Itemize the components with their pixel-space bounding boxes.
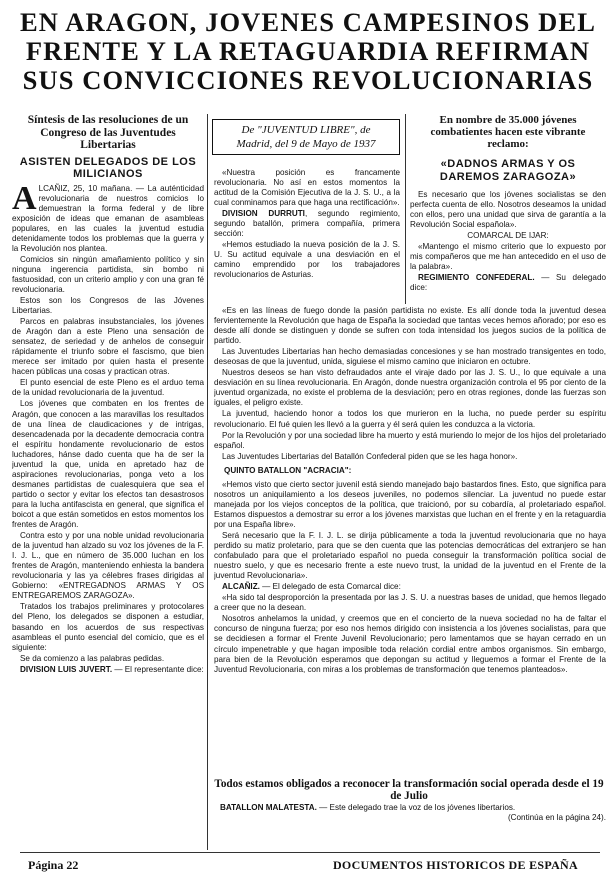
wide-p9-text: — El delegado de esta Comarcal dice:	[259, 582, 401, 592]
left-p6: Los jóvenes que combaten en los frentes de Aragón, que conocen a las maravillas los resultados de una línea de claudicaciones y de intrigas, desencadenada por la decadente democracia contra el espíritu hondamente revolucionario de estos luchadores, hánse dado cuenta que ha de ser la juventud la que, unida en apretado haz de aspiraciones revolucionarias, ponga veto a los desmanes partidistas de cualesquiera que sea el partido o sector y evitar los efectos tan desastrosos para la lucha antifascista en general, que significa el boicot a que están sometidos en estos momentos los frentes de Aragón.	[12, 399, 204, 530]
closing-title: Todos estamos obligados a reconocer la transformación social operada desde el 19 de Julio	[214, 778, 604, 802]
right-p2: COMARCAL DE IJAR:	[467, 231, 549, 241]
left-p10	[12, 665, 204, 675]
mid-p2	[214, 209, 400, 239]
middle-column	[214, 168, 400, 304]
wide-section-title: QUINTO BATALLON "ACRACIA":	[224, 465, 352, 475]
left-p5: El punto esencial de este Pleno es el arduo tema de la unidad revolucionaria de la juventud.	[12, 378, 204, 398]
left-p7: Contra esto y por una noble unidad revolucionaria de la juventud han alzado su voz los jóvenes de la F. I. J. L., que en número de 35.000 luchan en los frentes de Aragón, manteniendo enhiesta la bandera revolucionaria y las ya célebres frases dirigidas al Gobierno: «ENTREGADNOS ARMAS Y OS ENTREGAREMOS ZARAGOZA».	[12, 531, 204, 601]
closing-p1-text: — Este delegado trae la voz de los jóvenes libertarios.	[316, 803, 516, 812]
left-p4: Parcos en palabras insubstanciales, los jóvenes de Aragón dan a este Pleno una sensación de sensatez, de seriedad y de anhelos de conseguir rápidamente el triunfo sobre el fascismo, que bien merece ser imitado por quien hasta el presente hacen públicas una cosas y practican otras.	[12, 317, 204, 377]
right-p3: «Mantengo el mismo criterio que lo expuesto por mis compañeros que me han antecedido en el uso de la palabra».	[410, 242, 606, 272]
mid-p3: «Hemos estudiado la nueva posición de la J. S. U. Su actitud equivale a una desviación en el camino emprendido por los trabajadores revolucionarios de Asturias.	[214, 240, 400, 280]
left-p10-lead: DIVISION LUIS JUVERT.	[20, 664, 113, 674]
column-rule-left	[207, 114, 208, 850]
headline-line-2: FRENTE Y LA RETAGUARDIA REFIRMAN	[25, 36, 591, 66]
column-rule-right	[405, 114, 406, 304]
headline-line-3: SUS CONVICCIONES REVOLUCIONARIAS	[22, 65, 594, 95]
page-number: Página 22	[28, 858, 79, 872]
wide-p9	[214, 582, 606, 592]
wide-p4: La juventud, haciendo honor a todos los que murieron en la lucha, no puede perder su espíritu revolucionario. El fué quien les llevó a la guerra y él será quien les conduzca a la victoria.	[214, 409, 606, 429]
wide-column	[214, 306, 606, 774]
right-p1: Es necesario que los jóvenes socialistas se den perfecta cuenta de ello. Nosotros deseamos la unidad con ellos, pero una unidad que sirva de garantía a la Revolución Social española».	[410, 190, 606, 230]
wide-p9-lead: ALCAÑIZ.	[222, 582, 260, 592]
wide-p1: «Es en las líneas de fuego donde la pasión partidista no existe. Es allí donde toda la juventud desea fervientemente la Revolución que haga de España la sociedad que tantas veces hemos añorado; por eso es desde allí donde se distinguen y donde se sufren con toda intensidad los juegos sucios de la política de partido.	[214, 306, 606, 346]
right-slogan: «DADNOS ARMAS Y OS DAREMOS ZARAGOZA»	[439, 158, 577, 183]
continued-note: (Continúa en la página 24).	[507, 813, 606, 822]
closing-p1	[212, 803, 606, 813]
source-line-1: De "JUVENTUD LIBRE", de	[241, 124, 371, 136]
right-column	[410, 114, 606, 304]
closing-text	[212, 803, 606, 823]
headline-line-1: EN ARAGON, JOVENES CAMPESINOS DEL	[20, 7, 596, 37]
left-p1: LCAÑIZ, 25, 10 mañana. — La auténticidad revolucionaria de nuestros comicios lo demuestran la forma federal y de libre exposición de ideas que emanan de asambleas populares, en las cuales la juventud estudia detenidamente todos los problemas que la guerra y la Revolución nos plantea.	[12, 183, 204, 253]
wide-p7: «Hemos visto que cierto sector juvenil está siendo manejado bajo bastardos fines. Esto, que significa para nosotros un aniquilamiento a los deseos juveniles, no podemos silenciar. La juventud no puede estar manejada por los viejos conceptos de la política, que traicionó, por su cobardía, al proletariado español. Estamos dispuestos a demostrar su error a los jóvenes marxistas que luchan en el frente y en la retaguardia por una España libre».	[214, 479, 606, 529]
left-p3: Estos son los Congresos de las Jóvenes Libertarias.	[12, 296, 204, 316]
wide-p6: Las Juventudes Libertarias del Batallón Confederal piden que se les haga honor».	[222, 451, 518, 461]
right-p4	[410, 273, 606, 293]
left-p10-text: — El representante dice:	[112, 664, 204, 674]
wide-p3: Nuestros deseos se han visto defraudados ante el viraje dado por las J. S. U., lo que equivale a una desviación en su línea revolucionaria. En Aragón, donde nuestra organización controla el 95 por ciento de la juventud organizada, no existe el problema de la desviación; pero en otras regiones, donde las fuerzas son iguales, el peligro existe.	[214, 368, 606, 408]
source-line-2: Madrid, del 9 de Mayo de 1937	[236, 138, 376, 150]
wide-p8: Será necesario que la F. I. J. L. se dirija públicamente a toda la juventud revolucionaria que no haya perdido su matiz proletario, para que se den cuenta que las potencias democráticas del extranjero se han confabulado para que el proletariado español no pueda conseguir la transformación política social de nuestro suelo, y que es necesario frente a este nuevo trust, la unidad de la juventud en el Frente de la juventud Revolucionaria».	[214, 530, 606, 581]
right-p4-text: — Su delegado dice:	[410, 273, 606, 293]
right-p4-lead: REGIMIENTO CONFEDERAL.	[418, 273, 535, 283]
left-p2: Comicios sin ningún amañamiento político y sin ninguna ingerencia partidista, sin bombo ni fastuosidad, con un criterio amplio y con una gran fé revolucionaria.	[12, 254, 204, 294]
left-subhead: Síntesis de las resoluciones de un Congreso de las Juventudes Libertarias	[27, 114, 189, 151]
mid-p2-lead: DIVISION DURRUTI	[222, 209, 305, 219]
left-section-title: ASISTEN DELEGADOS DE LOS MILICIANOS	[19, 155, 197, 180]
dropcap: A	[12, 179, 37, 217]
wide-p5: Por la Revolución y por una sociedad libre ha muerto y está muriendo lo mejor de los hijos del proletariado español.	[214, 430, 606, 450]
left-column	[12, 114, 204, 856]
wide-p2: Las Juventudes Libertarias han hecho demasiadas concesiones y se han mostrado transigentes en todo, deseosas de que la juventud, unida, siguiese el mismo camino que iniciaron en octubre.	[214, 347, 606, 367]
left-p9: Se da comienzo a las palabras pedidas.	[20, 653, 165, 663]
closing-p1-lead: BATALLON MALATESTA.	[220, 803, 317, 812]
left-paragraph	[12, 179, 204, 254]
mid-p2-text: , segundo regimiento, segundo batallón, primera compañía, primera sección:	[214, 209, 400, 239]
right-headline: En nombre de 35.000 jóvenes combatientes hacen este vibrante reclamo:	[430, 114, 586, 150]
source-box	[212, 119, 400, 155]
wide-p10: «Ha sido tal desproporción la presentada por las J. S. U. a nuestras bases de unidad, que hemos llegado a creer que no la desean.	[214, 593, 606, 613]
wide-p11: Nosotros anhelamos la unidad, y creemos que en el concierto de la nueva sociedad no ha de faltar el concurso de ninguna fuerza; por eso nos hemos dirigido con insistencia a los jóvenes socialistas, para que se decidiesen a formar el Frente Juvenil Revolucionario; pero lamentamos que se hayan cerrado en un círculo impenetrable y que hagan imposible toda relación cordial entre ambos organismos. Sin embargo, para bien de la Revolución esperamos que depongan su actitud y lleguemos a formar el Frente de la Juventud Revolucionaria, con miras a los problemas de transformación que tenemos planteados».	[214, 614, 606, 674]
publication-name: DOCUMENTOS HISTORICOS DE ESPAÑA	[332, 858, 578, 872]
footer-rule	[20, 852, 600, 853]
left-p8: Tratados los trabajos preliminares y protocolares del Pleno, los delegados se disponen a estudiar, basando en los acuerdos de sus respectivas asambleas el punto esencial del comicio, que es el siguiente:	[12, 602, 204, 652]
headline	[4, 8, 612, 95]
mid-p1: «Nuestra posición es francamente revolucionaria. No así en estos momentos la actitud de la Comisión Ejecutiva de la J. S. U., a la cual conminamos para que haga una rectificación».	[214, 168, 400, 208]
